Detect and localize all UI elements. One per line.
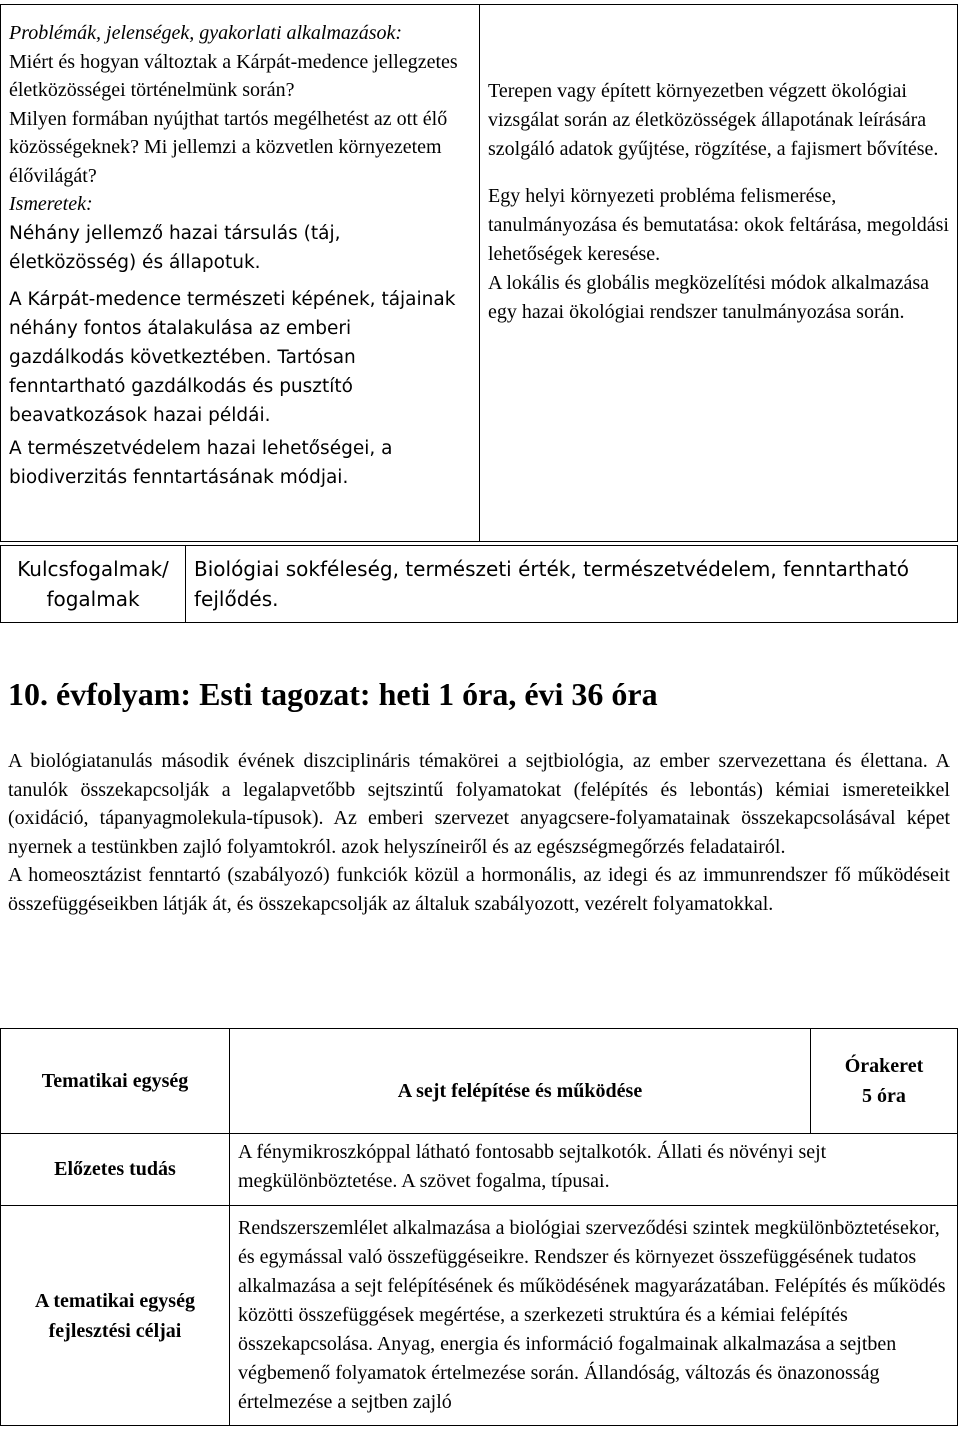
unit-title: A sejt felépítése és működése	[230, 1029, 811, 1134]
left-text-5: A természetvédelem hazai lehetőségei, a biodiverzitás fenntartásának módjai.	[9, 437, 393, 488]
table-row	[1, 1029, 958, 1134]
left-text-4: A Kárpát-medence természeti képének, tájainak néhány fontos átalakulása az emberi gazdálkodás következtében. Tartósan fenntartható gazdálkodás és pusztító beavatkozások hazai példái.	[9, 288, 456, 426]
left-text-1: Miért és hogyan változtak a Kárpát-medence jellegzetes életközösségei történelmünk során?	[9, 50, 458, 101]
key-concepts-text: Biológiai sokféleség, természeti érték, természetvédelem, fenntartható fejlődés.	[186, 546, 958, 623]
intro-paragraph	[8, 747, 950, 918]
left-text-3: Néhány jellemző hazai társulás (táj, életközösség) és állapotuk.	[9, 222, 341, 273]
right-text-1: Terepen vagy épített környezetben végzett ökológiai vizsgálat során az életközösségek állapotának leírására szolgáló adatok gyűjtése, rögzítése, a fajismert bővítése.	[488, 80, 939, 160]
key-concepts-label: Kulcsfogalmak/ fogalmak	[1, 546, 186, 623]
hours-cell	[811, 1029, 958, 1134]
goals-text: Rendszerszemlélet alkalmazása a biológiai szerveződési szintek megkülönböztetésekor, és egymással való összefüggéseikre. Rendszer és környezet összefüggésének tudatos alkalmazása a sejt felépítésének és működésének magyarázatában. Felépítés és működés közötti összefüggések megértése, a szerkezeti struktúra és a kémiai felépítés összekapcsolása. Anyag, energia és információ fogalmainak alkalmazása a sejtben végbemenő folyamatok értelmezése során. Állandóság, változás és önazonosság értelmezése a sejtben zajló	[230, 1206, 958, 1426]
goals-label: A tematikai egység fejlesztési céljai	[1, 1206, 230, 1426]
right-text-3: A lokális és globális megközelítési módok alkalmazása egy hazai ökológiai rendszer tanulmányozása során.	[488, 272, 930, 323]
left-content-cell	[1, 5, 480, 542]
problems-heading: Problémák, jelenségek, gyakorlati alkalmazások:	[9, 22, 403, 44]
left-text-2: Milyen formában nyújthat tartós megélhetést az ott élő közösségeknek? Mi jellemzi a közvetlen környezetem élővilágát?	[9, 107, 448, 187]
prior-knowledge-text: A fénymikroszkóppal látható fontosabb sejtalkotók. Állati és növényi sejt megkülönböztetése. A szövet fogalma, típusai.	[230, 1134, 958, 1206]
intro-text-2: A homeosztázist fenntartó (szabályozó) funkciók közül a hormonális, az idegi és az immunrendszer fő működéseit összefüggéseikben látják át, és összekapcsolják az általuk szabályozott, vezérelt folyamatokkal.	[8, 864, 950, 915]
right-content-cell	[480, 5, 958, 542]
table-key-concepts	[0, 545, 958, 623]
table-unit	[0, 1028, 958, 1426]
prior-knowledge-label: Előzetes tudás	[1, 1134, 230, 1206]
table-topic-content	[0, 4, 958, 542]
right-text-2: Egy helyi környezeti probléma felismerése, tanulmányozása és bemutatása: okok feltárása, megoldási lehetőségek keresése.	[488, 185, 949, 265]
hours-label: Órakeret	[844, 1055, 924, 1077]
hours-value: 5 óra	[862, 1085, 906, 1107]
intro-text-1: A biológiatanulás második évének diszciplináris témakörei a sejtbiológia, az ember szervezettana és élettana. A tanulók összekapcsolják a legalapvetőbb sejtszintű folyamatokat (felépítés és lebontás) kémiai ismereteikkel (oxidáció, tápanyagmolekula-típusok). Az emberi szervezet anyagcsere-folyamatainak összekapcsolásával képet nyernek a testünkben zajló folyamtokról. azok helyszíneiről és az egészségmegőrzés feladatairól.	[8, 750, 950, 858]
knowledge-heading: Ismeretek:	[9, 193, 93, 215]
table-row	[1, 1134, 958, 1206]
table-row	[1, 1206, 958, 1426]
table-row	[1, 5, 958, 542]
unit-label: Tematikai egység	[1, 1029, 230, 1134]
grade-heading: 10. évfolyam: Esti tagozat: heti 1 óra, évi 36 óra	[8, 676, 658, 712]
table-row	[1, 546, 958, 623]
